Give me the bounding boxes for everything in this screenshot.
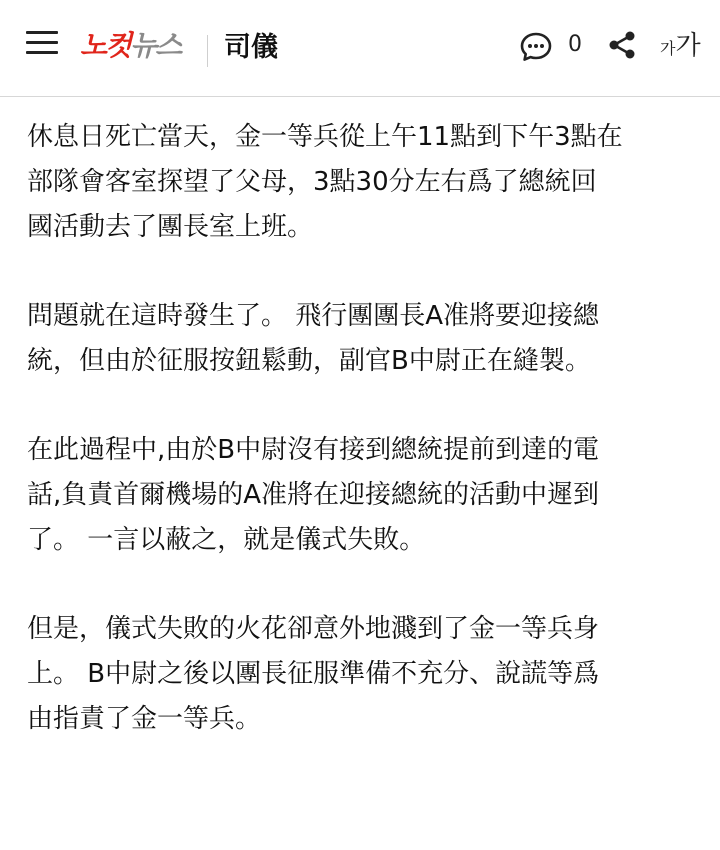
font-size-small-label: 가 [660,39,676,58]
menu-line [26,31,58,34]
header-divider [207,35,208,67]
logo-part-gray: 뉴스 [130,29,181,62]
menu-line [26,41,58,44]
font-size-large-label: 가 [675,31,700,61]
comment-count: 0 [568,32,582,57]
article-paragraph: 休息日死亡當天，金一等兵從上午11點到下午3點在 部隊會客室探望了父母，3點30分左右爲了總統回 國活動去了團長室上班。 [27,122,623,242]
article-paragraph: 問題就在這時發生了。 飛行團團長A准將要迎接總 統，但由於征服按鈕鬆動，副官B中尉正在縫製。 [27,301,600,376]
section-title: 司儀 [224,32,278,63]
menu-line [26,51,58,54]
site-logo[interactable] [80,24,180,68]
top-header [0,0,720,97]
font-size-button[interactable] [660,25,700,65]
logo-part-red: 노컷 [80,29,131,62]
comment-bubble-icon[interactable] [519,31,553,63]
article-body [27,115,697,742]
share-icon[interactable] [606,29,638,61]
article-paragraph: 在此過程中,由於B中尉沒有接到總統提前到達的電 話,負責首爾機場的A准將在迎接總統的活動中遲到 了。 一言以蔽之，就是儀式失敗。 [27,435,600,555]
hamburger-menu-icon[interactable] [26,31,58,55]
article-paragraph: 但是，儀式失敗的火花卻意外地濺到了金一等兵身 上。 B中尉之後以團長征服準備不充分、說謊等爲 由指責了金一等兵。 [27,614,600,734]
